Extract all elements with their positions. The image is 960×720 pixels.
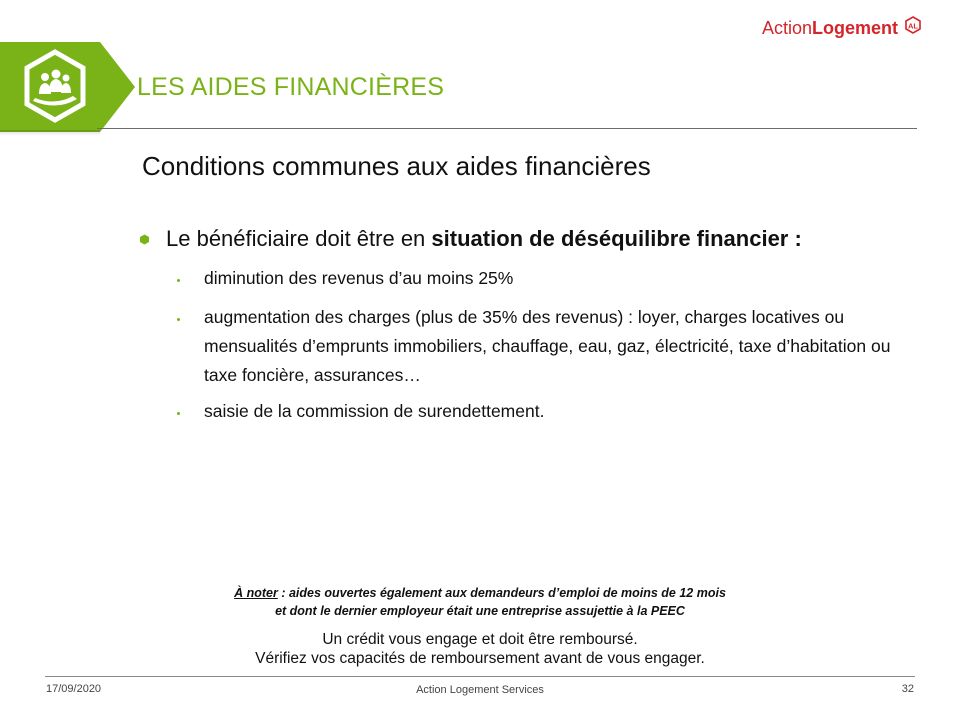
section-title: LES AIDES FINANCIÈRES (137, 73, 445, 101)
logo-word-action: Action (762, 18, 813, 38)
main-bullet-emphasis: situation de déséquilibre financier : (431, 226, 802, 251)
sub-bullet: saisie de la commission de surendettement. (204, 401, 545, 421)
sub-bullet-dot (177, 412, 180, 415)
hexagon-bullet-icon (139, 234, 150, 245)
section-banner (0, 42, 135, 136)
disclaimer-line-2: Vérifiez vos capacités de remboursement avant de vous engager. (255, 650, 705, 667)
action-logement-logo (762, 18, 922, 44)
main-bullet (166, 226, 802, 252)
page-number: 32 (901, 683, 914, 695)
al-badge-icon (904, 16, 922, 34)
main-bullet-lead: Le bénéficiaire doit être en (166, 226, 432, 251)
note (160, 584, 800, 620)
logo-word-logement: Logement (812, 18, 899, 38)
credit-disclaimer (160, 630, 800, 668)
footer-divider (45, 676, 915, 677)
slide-heading: Conditions communes aux aides financières (142, 151, 651, 181)
sub-bullet-dot (177, 318, 180, 321)
note-label: À noter (234, 586, 278, 600)
footer-company: Action Logement Services (416, 684, 544, 696)
note-line-1: : aides ouvertes également aux demandeurs d’emploi de moins de 12 mois (277, 586, 726, 600)
sub-bullet-dot (177, 279, 180, 282)
footer-date: 17/09/2020 (46, 683, 102, 695)
al-badge-text: AL (907, 21, 918, 31)
header-divider (97, 128, 917, 129)
disclaimer-line-1: Un crédit vous engage et doit être remboursé. (322, 631, 638, 648)
note-line-2: et dont le dernier employeur était une entreprise assujettie à la PEEC (275, 604, 685, 618)
sub-bullet: augmentation des charges (plus de 35% des revenus) : loyer, charges locatives ou mensualités d’emprunts immobiliers, chauffage, eau, gaz, électricité, taxe d’habitation ou taxe foncière, assurances… (204, 307, 891, 385)
sub-bullet: diminution des revenus d’au moins 25% (204, 268, 514, 288)
